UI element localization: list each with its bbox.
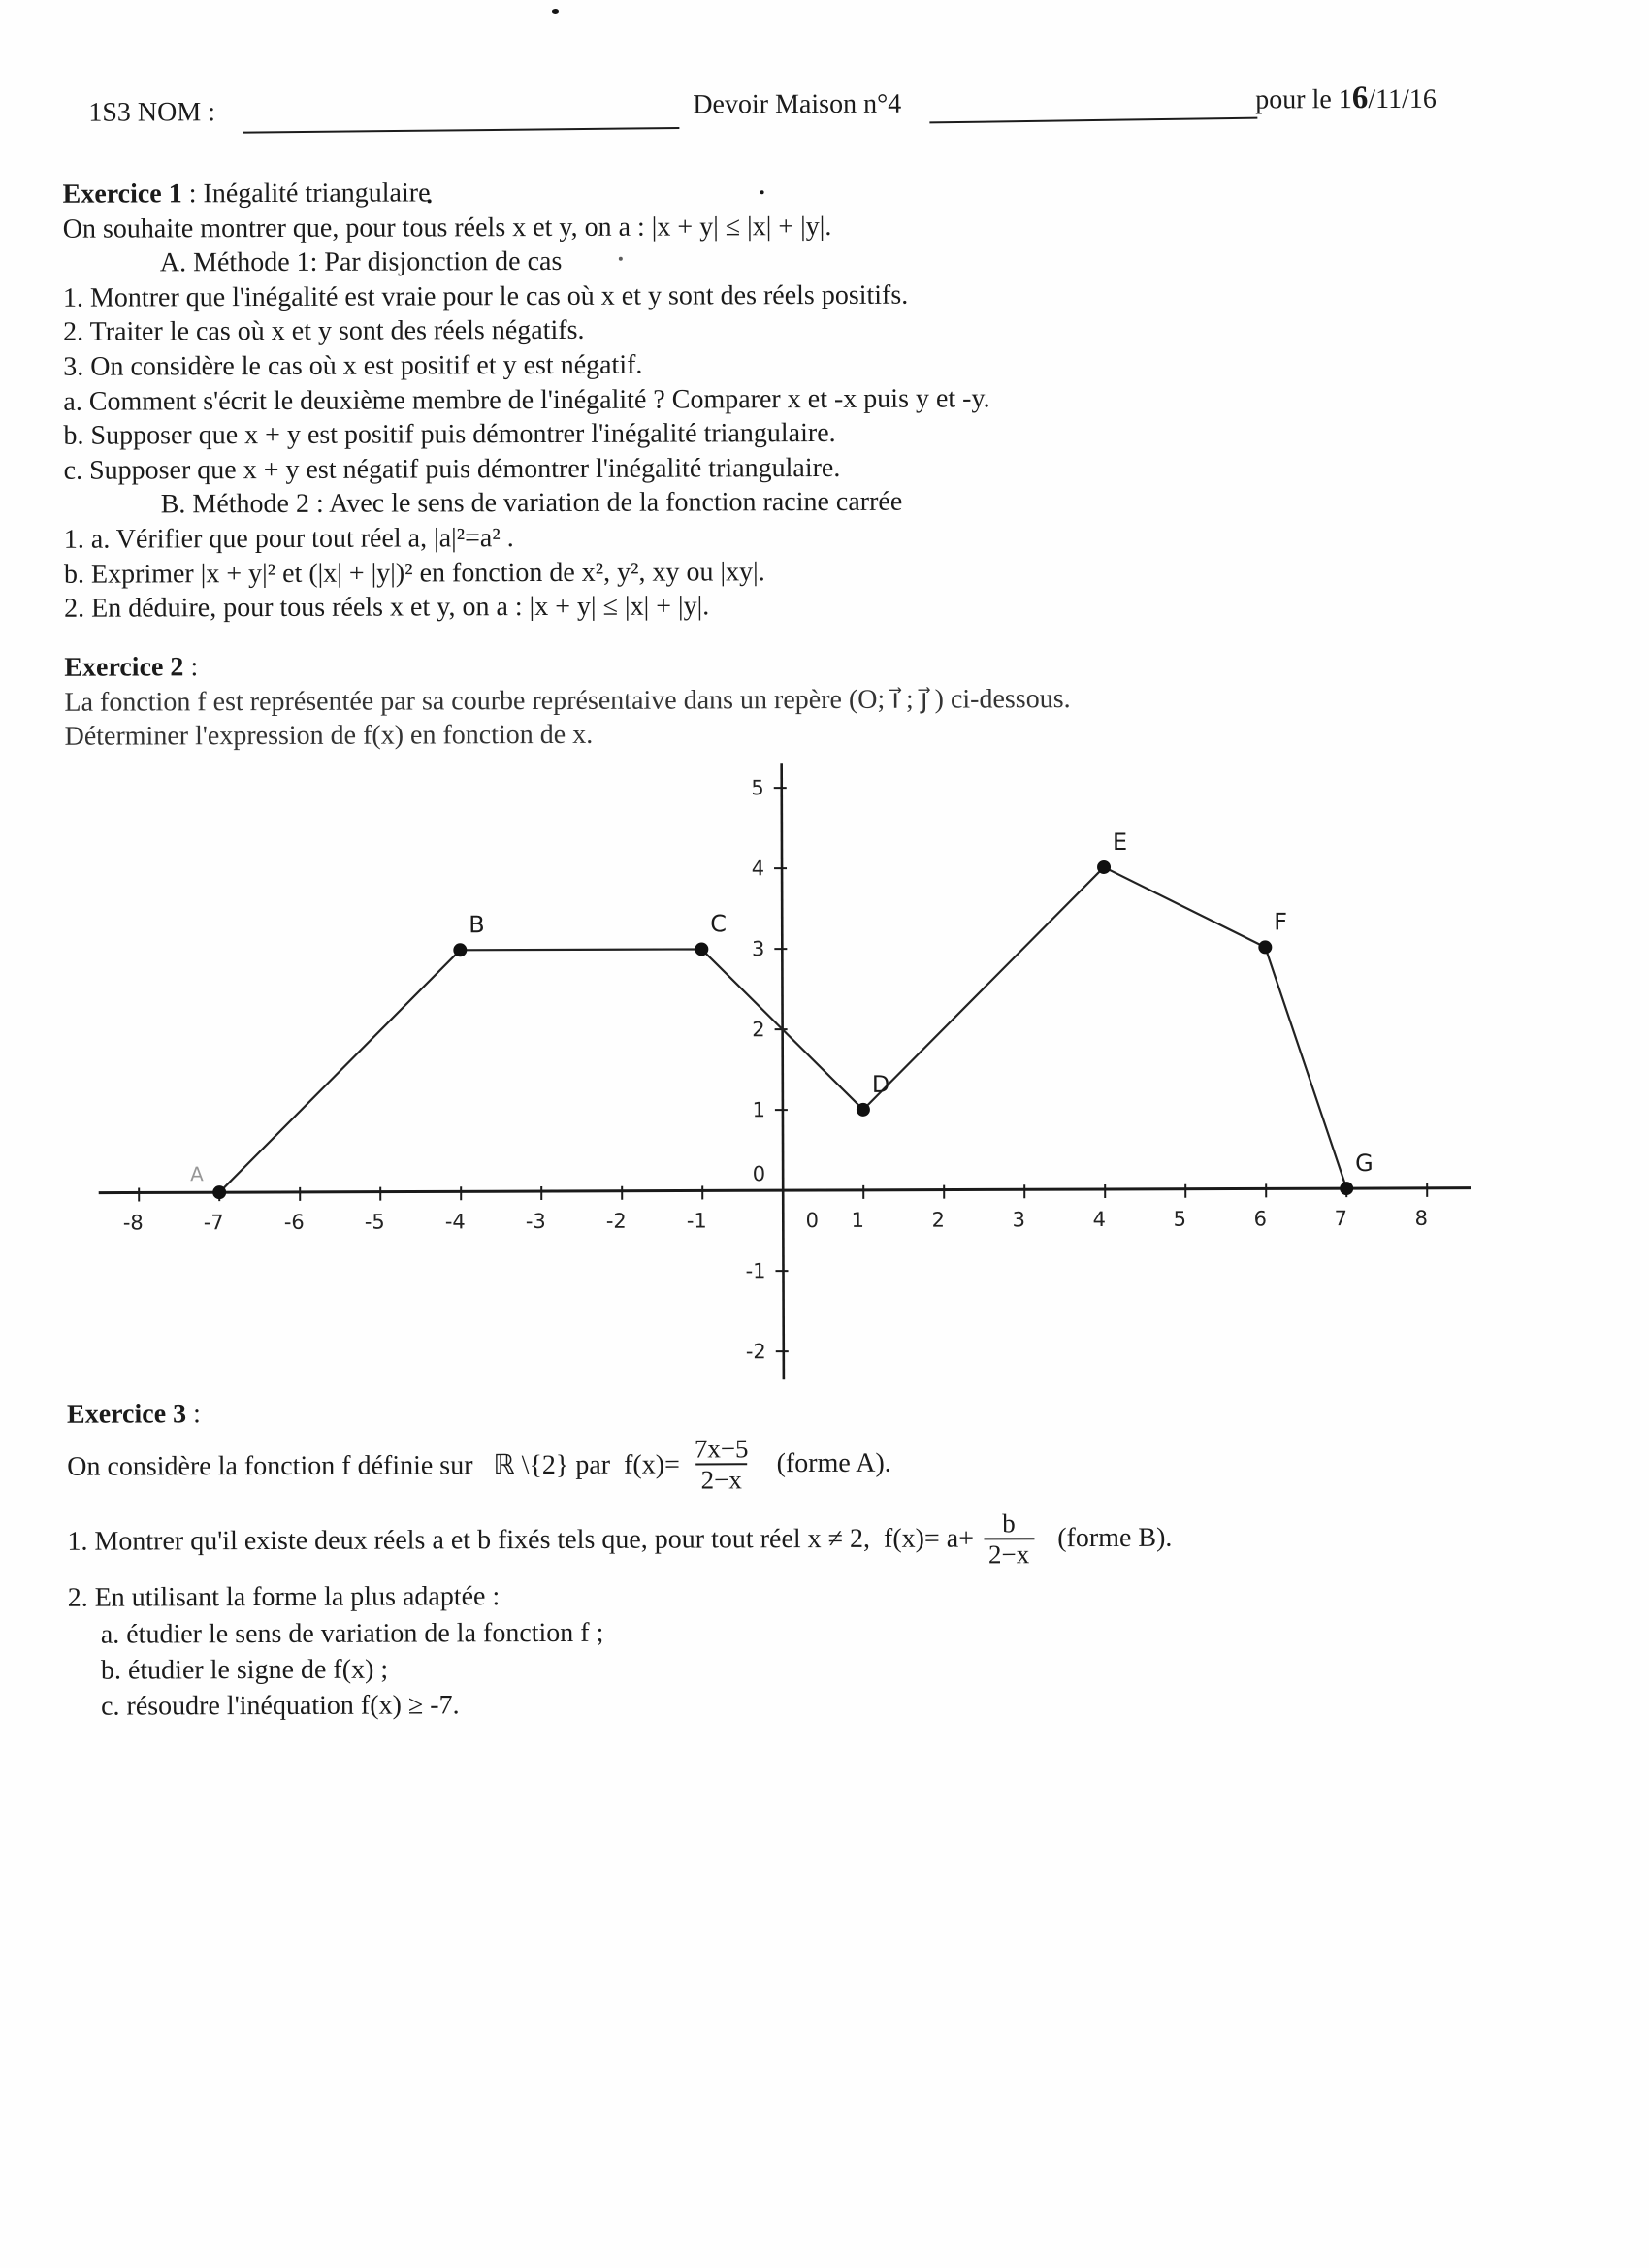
x-tick-label: -8 [122, 1211, 144, 1235]
exercise-1-title: Exercice 1 [62, 178, 182, 210]
point-C [695, 942, 708, 956]
due-date-suffix: /11/16 [1368, 83, 1437, 115]
exercise-3-q1-prefix: 1. Montrer qu'il existe deux réels a et b fixés tels que, pour tout réel x ≠ 2, f(x)= a+ [67, 1523, 975, 1557]
y-tick-label-zero: 0 [752, 1162, 766, 1186]
exercise-1-item-3c: c. Supposer que x + y est négatif puis démontrer l'inégalité triangulaire. [63, 452, 841, 486]
x-tick-label: -7 [203, 1211, 224, 1235]
exercise-3-q2b: b. étudier le signe de f(x) ; [100, 1654, 389, 1686]
point-F [1258, 940, 1272, 954]
exercise-3-q2c: c. résoudre l'inéquation f(x) ≥ -7. [101, 1690, 460, 1722]
exercise-3-q1-suffix: (forme B). [1044, 1522, 1173, 1554]
x-tick-label: 6 [1253, 1207, 1268, 1231]
exercise-2-heading [64, 645, 1577, 685]
x-tick-label: 4 [1092, 1207, 1107, 1232]
point-label-B: B [469, 911, 485, 939]
fraction-denominator: 2−x [984, 1538, 1034, 1569]
exercise-1-method-b: B. Méthode 2 : Avec le sens de variation de la fonction racine carrée [160, 487, 903, 520]
exercise-3-title: Exercice 3 [66, 1399, 187, 1430]
x-tick-label: 5 [1173, 1207, 1187, 1231]
point-B [453, 943, 467, 956]
exercise-1-item-1: 1. Montrer que l'inégalité est vraie pour le cas où x et y sont des réels positifs. [62, 279, 909, 313]
point-label-G: G [1355, 1150, 1374, 1178]
exercise-1-item-2: 2. Traiter le cas où x et y sont des réels négatifs. [63, 315, 585, 348]
x-tick-label: 1 [851, 1208, 865, 1232]
y-tick-label: 3 [751, 937, 765, 961]
y-tick-label: 5 [751, 776, 764, 800]
title-blank-line [929, 117, 1257, 124]
exercise-3-subtitle: : [186, 1399, 201, 1430]
exercise-2-line-1: La fonction f est représentée par sa courbe représentaive dans un repère (O; i⃗ ; j⃗ ) ci-dessous. [64, 683, 1071, 718]
fraction-forme-b [984, 1508, 1034, 1570]
point-label-C: C [710, 910, 728, 938]
exercise-1-subtitle: : Inégalité triangulaire [181, 178, 431, 210]
exercise-2-title: Exercice 2 [64, 652, 184, 683]
x-tick-label: -2 [605, 1209, 627, 1233]
point-E [1097, 860, 1111, 874]
x-tick-label: -1 [686, 1209, 707, 1233]
point-A [212, 1185, 226, 1199]
due-date [1255, 81, 1437, 117]
exercise-1-item-b1a: 1. a. Vérifier que pour tout réel a, |a|²=a² . [63, 523, 514, 555]
x-tick-label: 7 [1334, 1207, 1348, 1231]
fraction-numerator: b [1002, 1508, 1016, 1539]
exercise-1-item-3a: a. Comment s'écrit le deuxième membre de l'inégalité ? Comparer x et -x puis y et -y. [63, 382, 990, 417]
x-tick-label: -5 [364, 1210, 385, 1234]
exercise-1-heading [63, 172, 1576, 211]
exercise-3-definition [67, 1427, 1580, 1500]
x-tick-label-zero: 0 [805, 1209, 820, 1233]
exercise-1-item-b2: 2. En déduire, pour tous réels x et y, on a : |x + y| ≤ |x| + |y|. [64, 591, 710, 624]
point-label-D: D [871, 1070, 890, 1098]
class-name-label: 1S3 NOM : [88, 97, 216, 128]
x-tick-label: -4 [444, 1210, 466, 1234]
exercise-1-item-3b: b. Supposer que x + y est positif puis démontrer l'inégalité triangulaire. [63, 418, 836, 451]
exercise-2-subtitle: : [183, 652, 199, 683]
exercise-1-method-a: A. Méthode 1: Par disjonction de cas [159, 246, 563, 278]
y-tick-label: 4 [751, 857, 765, 881]
exercise-3-def-suffix: (forme A). [762, 1447, 891, 1479]
y-axis [782, 763, 784, 1379]
point-label-E: E [1112, 827, 1128, 856]
point-label-A: A [190, 1162, 204, 1186]
point-label-F: F [1274, 908, 1288, 936]
document-title: Devoir Maison n°4 [693, 88, 902, 120]
exercise-1 [63, 172, 1578, 626]
y-tick-label: -1 [745, 1259, 766, 1283]
point-D [857, 1103, 870, 1117]
x-tick-label: -6 [283, 1210, 305, 1234]
exercise-3-question-1 [67, 1501, 1580, 1577]
due-date-handwritten-digit: 6 [1351, 81, 1369, 116]
y-tick-label: -2 [745, 1340, 766, 1364]
y-tick-label: 2 [752, 1018, 765, 1042]
due-date-prefix: pour le 1 [1255, 84, 1352, 115]
fraction-numerator: 7x−5 [694, 1434, 749, 1464]
exercise-3-heading [67, 1392, 1580, 1432]
exercise-1-item-3: 3. On considère le cas où x est positif et y est négatif. [63, 349, 643, 382]
exercise-2-line-2: Déterminer l'expression de f(x) en fonction de x. [64, 720, 594, 752]
fraction-forme-a [690, 1434, 754, 1495]
exercise-3-q2a: a. étudier le sens de variation de la fonction f ; [100, 1617, 604, 1650]
exercise-1-item-b1b: b. Exprimer |x + y|² et (|x| + |y|)² en fonction de x², y², xy ou |xy|. [63, 556, 765, 590]
function-graph [0, 752, 1649, 1406]
exercise-3-def-prefix: On considère la fonction f définie sur ℝ \{2} par f(x)= [67, 1449, 680, 1482]
exercise-1-goal: On souhaite montrer que, pour tous réels x et y, on a : |x + y| ≤ |x| + |y|. [62, 211, 832, 244]
x-tick-label: 3 [1012, 1208, 1026, 1232]
exercise-3 [67, 1392, 1581, 1724]
x-tick-label: 2 [931, 1208, 946, 1232]
scan-speck [552, 9, 559, 14]
x-tick-label: -3 [525, 1210, 546, 1234]
point-G [1340, 1182, 1353, 1195]
fraction-denominator: 2−x [696, 1463, 747, 1494]
exercise-3-question-2: 2. En utilisant la forme la plus adaptée : [67, 1581, 501, 1613]
name-blank-line [242, 127, 679, 134]
exercise-2 [64, 645, 1577, 754]
x-tick-label: 8 [1414, 1206, 1429, 1230]
y-tick-label: 1 [752, 1098, 765, 1122]
